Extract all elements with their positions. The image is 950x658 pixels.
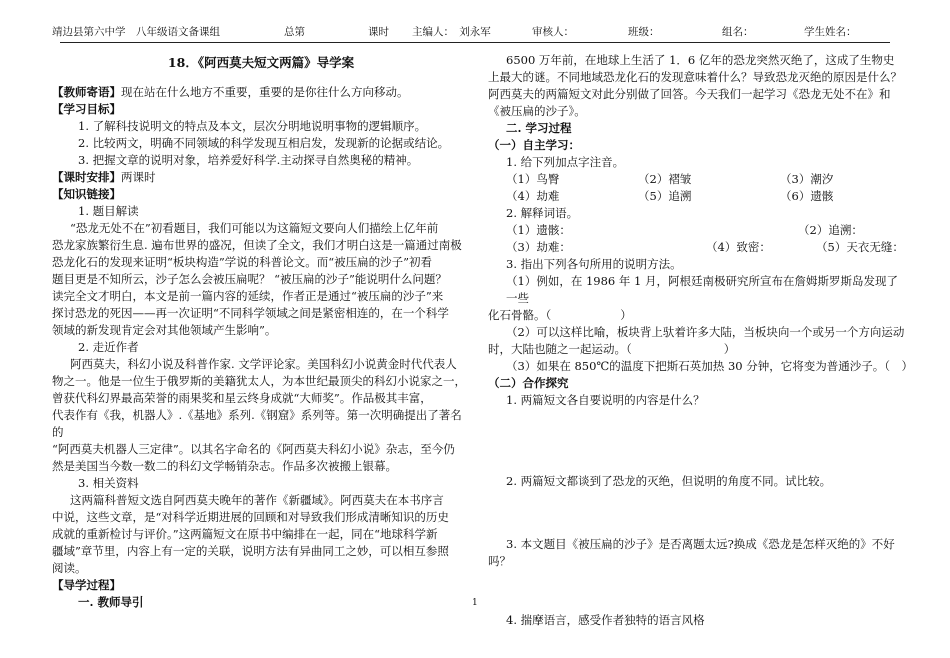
pinyin-row bbox=[488, 188, 908, 205]
teacher-note-label: 【教师寄语】 bbox=[52, 85, 121, 99]
vocab-item: （5）天衣无缝： bbox=[816, 240, 904, 254]
pinyin-item: （1）鸟臀 bbox=[506, 172, 560, 186]
vocab-row bbox=[488, 239, 908, 256]
teacher-note-text: 现在站在什么地方不重要，重要的是你往什么方向移动。 bbox=[121, 85, 409, 99]
paragraph-line: 阅读。 bbox=[52, 561, 87, 575]
paragraph-line: 曾获代科幻界最高荣誉的雨果奖和星云终身成就“大师奖”。作品极其丰富， bbox=[52, 391, 432, 405]
intro-line: 上最大的谜。不同地域恐龙化石的发现意味着什么？导致恐龙灭绝的原因是什么？ bbox=[488, 70, 902, 84]
paragraph-line: 题目更是不知所云，沙子怎么会被压扁呢？ “被压扁的沙子”能说明什么问题？ bbox=[52, 272, 447, 286]
method-sentence: （1）例如，在 1986 年 1 月，阿根廷南极研究所宣布在詹姆斯罗斯岛发现了一些 bbox=[506, 274, 899, 305]
header-divider bbox=[60, 42, 890, 43]
process-label: 【导学过程】 bbox=[52, 578, 121, 592]
page-title: 18．《阿西莫夫短文两篇》导学案 bbox=[167, 55, 355, 70]
header-reviewer: 审核人： bbox=[532, 26, 574, 38]
learning-process-heading: 二. 学习过程 bbox=[506, 121, 572, 135]
vocab-item: （2）追溯： bbox=[798, 223, 863, 237]
paragraph-line: 领域的新发现肯定会对其他领域产生影响”。 bbox=[52, 323, 277, 337]
discussion-question: 3. 本文题目《被压扁的沙子》是否离题太远?换成《恐龙是怎样灭绝的》不好 bbox=[506, 537, 895, 551]
method-sentence-cont: 化石骨骼。（ ） bbox=[488, 308, 632, 322]
intro-line: 6500 万年前，在地球上生活了 1．6 亿年的恐龙突然灭绝了，这成了生物史 bbox=[506, 53, 895, 67]
header-school: 靖边县第六中学 八年级语文备课组 bbox=[52, 26, 220, 38]
teacher-note bbox=[52, 84, 470, 101]
pinyin-item: （3）潮汐 bbox=[780, 172, 834, 186]
pinyin-item: （2）褶皱 bbox=[638, 172, 692, 186]
pinyin-item: （4）劫难 bbox=[506, 189, 560, 203]
header-group: 组名： bbox=[722, 26, 754, 38]
section-heading: 1. 题目解读 bbox=[78, 204, 139, 218]
paragraph-line: “阿西莫夫机器人三定律”。以其名字命名的《阿西莫夫科幻小说》杂志，至今仍 bbox=[52, 442, 455, 456]
goal-item: 3. 把握文章的说明对象，培养爱好科学.主动探寻自然奥秘的精神。 bbox=[78, 153, 419, 167]
paragraph-line: 中说，这些文章，是“对科学近期进展的回顾和对导致我们形成清晰知识的历史 bbox=[52, 510, 449, 524]
schedule-text: 两课时 bbox=[121, 170, 156, 184]
header-editor: 主编人： 刘永军 bbox=[412, 26, 491, 38]
pinyin-item: （6）遗骸 bbox=[780, 189, 834, 203]
document-header bbox=[52, 24, 910, 40]
header-student: 学生姓名： bbox=[804, 26, 857, 38]
cooperation-heading: （二）合作探究 bbox=[488, 376, 569, 390]
question-heading: 3. 指出下列各句所用的说明方法。 bbox=[506, 257, 682, 271]
paragraph-line: 代表作有《我，机器人》.《基地》系列.《钢窟》系列等。第一次明确提出了著名的 bbox=[52, 408, 462, 439]
self-study-heading: （一）自主学习： bbox=[488, 138, 580, 152]
paragraph-line: “恐龙无处不在”初看题目，我们可能以为这篇短文要向人们描绘上亿年前 bbox=[70, 221, 439, 235]
vocab-item: （1）遗骸： bbox=[506, 223, 571, 237]
page-number: 1 bbox=[472, 598, 478, 608]
discussion-question: 2. 两篇短文都谈到了恐龙的灭绝，但说明的角度不同。试比较。 bbox=[506, 474, 832, 488]
paragraph-line: 探讨恐龙的死因——再一次证明“不同科学领域之间是紧密相连的，在一个科学 bbox=[52, 306, 449, 320]
discussion-question-cont: 吗？ bbox=[488, 554, 511, 568]
method-sentence: （3）如果在 850℃的温度下把斯石英加热 30 分钟，它将变为普通沙子。（ ） bbox=[506, 359, 913, 373]
header-period: 课时 bbox=[368, 26, 389, 38]
paragraph-line: 物之一。他是一位生于俄罗斯的美籍犹太人，为本世纪最顶尖的科幻小说家之一， bbox=[52, 374, 466, 388]
question-heading: 1. 给下列加点字注音。 bbox=[506, 155, 625, 169]
paragraph-line: 成就的重新检讨与评价。”这两篇短文在原书中编排在一起，同在“地球科学新 bbox=[52, 527, 438, 541]
section-heading: 3. 相关资料 bbox=[78, 476, 139, 490]
answer-space bbox=[488, 490, 908, 536]
right-column bbox=[488, 52, 913, 629]
pinyin-row bbox=[488, 171, 908, 188]
vocab-item: （4）致密： bbox=[706, 240, 771, 254]
method-sentence: （2）可以这样比喻，板块背上驮着许多大陆，当板块向一个或另一个方向运动 bbox=[506, 325, 905, 339]
goal-item: 1. 了解科技说明文的特点及本文，层次分明地说明事物的逻辑顺序。 bbox=[78, 119, 427, 133]
answer-space bbox=[488, 570, 908, 612]
paragraph-line: 读完全文才明白，本文是前一篇内容的延续，作者正是通过“被压扁的沙子”来 bbox=[52, 289, 444, 303]
paragraph-line: 疆域”章节里，内容上有一定的关联，说明方法有异曲同工之妙，可以相互参照 bbox=[52, 544, 449, 558]
paragraph-line: 然是美国当今数一数二的科幻文学畅销杂志。作品多次被搬上银幕。 bbox=[52, 459, 397, 473]
schedule bbox=[52, 169, 470, 186]
paragraph-line: 这两篇科普短文选自阿西莫夫晚年的著作《新疆域》。阿西莫夫在本书序言 bbox=[70, 493, 444, 507]
intro-line: 《被压扁的沙子》。 bbox=[488, 104, 586, 118]
method-sentence-cont: 时，大陆也随之一起运动。（ ） bbox=[488, 342, 736, 356]
teacher-guide-heading: 一. 教师导引 bbox=[78, 595, 144, 609]
vocab-row bbox=[488, 222, 908, 239]
header-total: 总第 bbox=[284, 26, 305, 38]
intro-line: 阿西莫夫的两篇短文对此分别做了回答。今天我们一起学习《恐龙无处不在》和 bbox=[488, 87, 891, 101]
links-label: 【知识链接】 bbox=[52, 187, 121, 201]
goal-item: 2. 比较两文，明确不同领域的科学发现互相启发，发现新的论据或结论。 bbox=[78, 136, 450, 150]
paragraph-line: 恐龙家族繁衍生息. 遍布世界的盛况，但读了全文，我们才明白这是一篇通过南极 bbox=[52, 238, 462, 252]
discussion-question: 4. 揣摩语言，感受作者独特的语言风格 bbox=[506, 613, 705, 627]
question-heading: 2. 解释词语。 bbox=[506, 206, 579, 220]
discussion-question: 1. 两篇短文各自要说明的内容是什么？ bbox=[506, 393, 705, 407]
vocab-item: （3）劫难： bbox=[506, 240, 571, 254]
schedule-label: 【课时安排】 bbox=[52, 170, 121, 184]
section-heading: 2. 走近作者 bbox=[78, 340, 139, 354]
paragraph-line: 阿西莫夫，科幻小说及科普作家. 文学评论家。美国科幻小说黄金时代代表人 bbox=[70, 357, 457, 371]
header-class: 班级： bbox=[628, 26, 660, 38]
paragraph-line: 恐龙化石的发现来证明“板块构造”学说的科普论文。而“被压扁的沙子”初看 bbox=[52, 255, 433, 269]
goals-label: 【学习目标】 bbox=[52, 102, 121, 116]
answer-space bbox=[488, 409, 908, 473]
pinyin-item: （5）追溯 bbox=[638, 189, 692, 203]
left-column bbox=[52, 52, 470, 611]
